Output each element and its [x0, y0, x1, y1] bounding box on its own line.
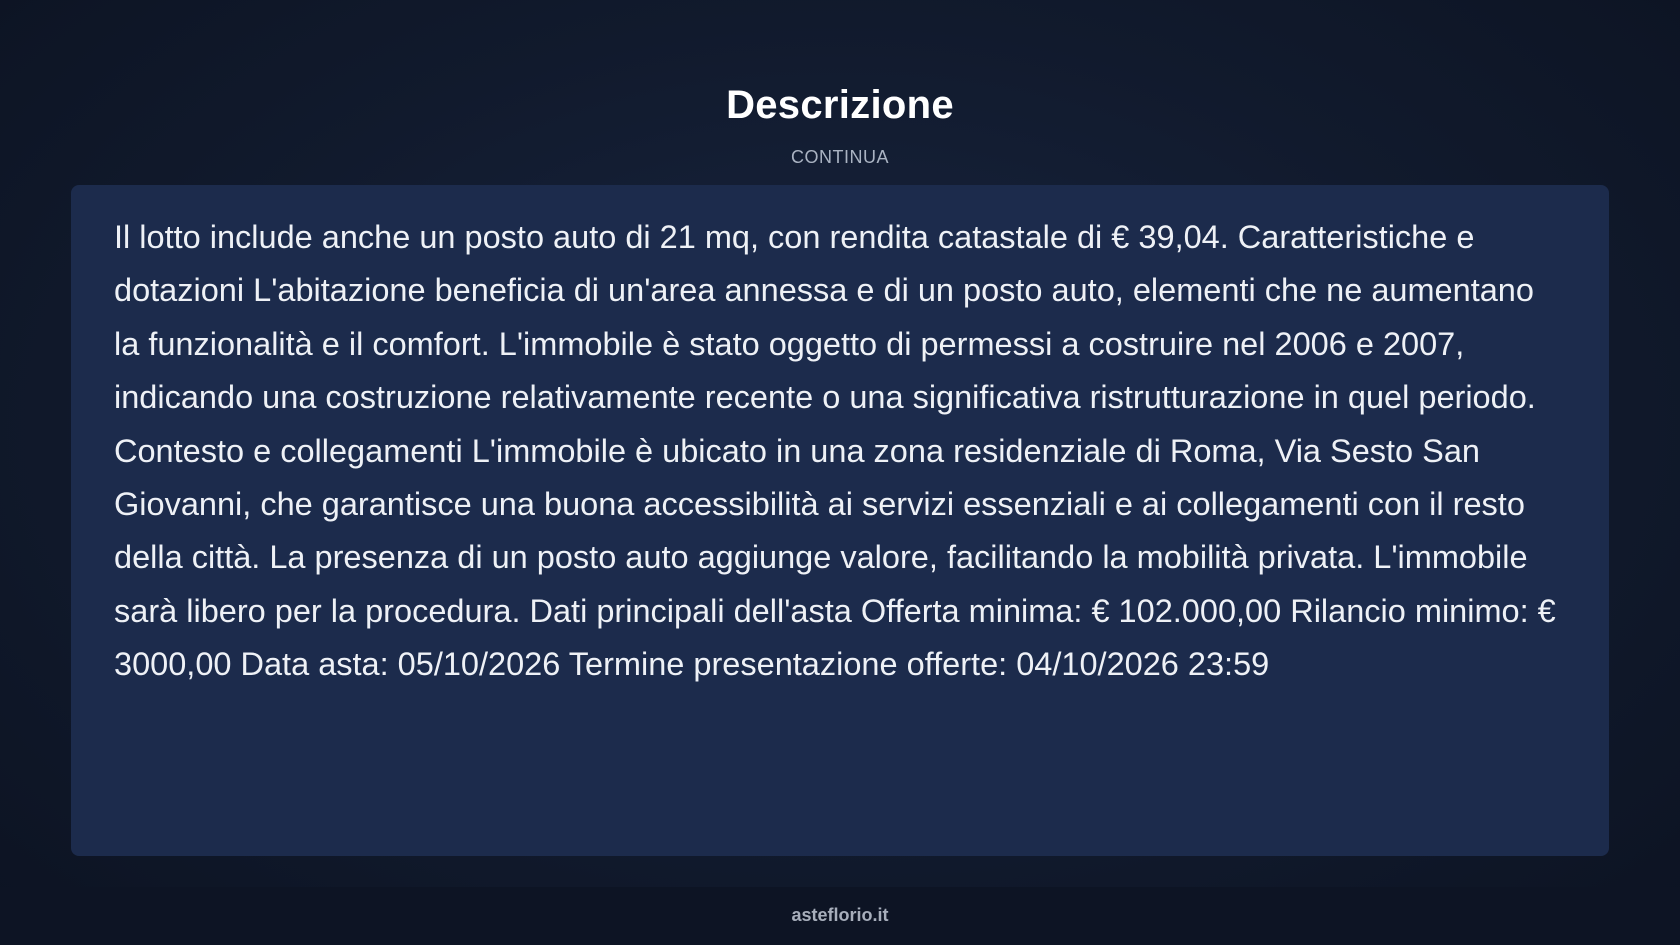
page-title: Descrizione	[726, 83, 954, 127]
continue-link[interactable]: CONTINUA	[791, 147, 889, 167]
footer-domain: asteflorio.it	[791, 905, 889, 925]
description-card	[71, 185, 1609, 856]
footer-bar	[0, 887, 1680, 945]
description-text: Il lotto include anche un posto auto di 21 mq, con rendita catastale di € 39,04. Caratteristiche e dotazioni L'abitazione beneficia di un'area annessa e di un posto auto, elementi che ne aumentano la funzionalità e il comfort. L'immobile è stato oggetto di permessi a costruire nel 2006 e 2007, indicando una costruzione relativamente recente o una significativa ristrutturazione in quel periodo. Contesto e collegamenti L'immobile è ubicato in una zona residenziale di Roma, Via Sesto San Giovanni, che garantisce una buona accessibilità ai servizi essenziali e ai collegamenti con il resto della città. La presenza di un posto auto aggiunge valore, facilitando la mobilità privata. L'immobile sarà libero per la procedura. Dati principali dell'asta Offerta minima: € 102.000,00 Rilancio minimo: € 3000,00 Data asta: 05/10/2026 Termine presentazione offerte: 04/10/2026 23:59	[114, 219, 1556, 683]
